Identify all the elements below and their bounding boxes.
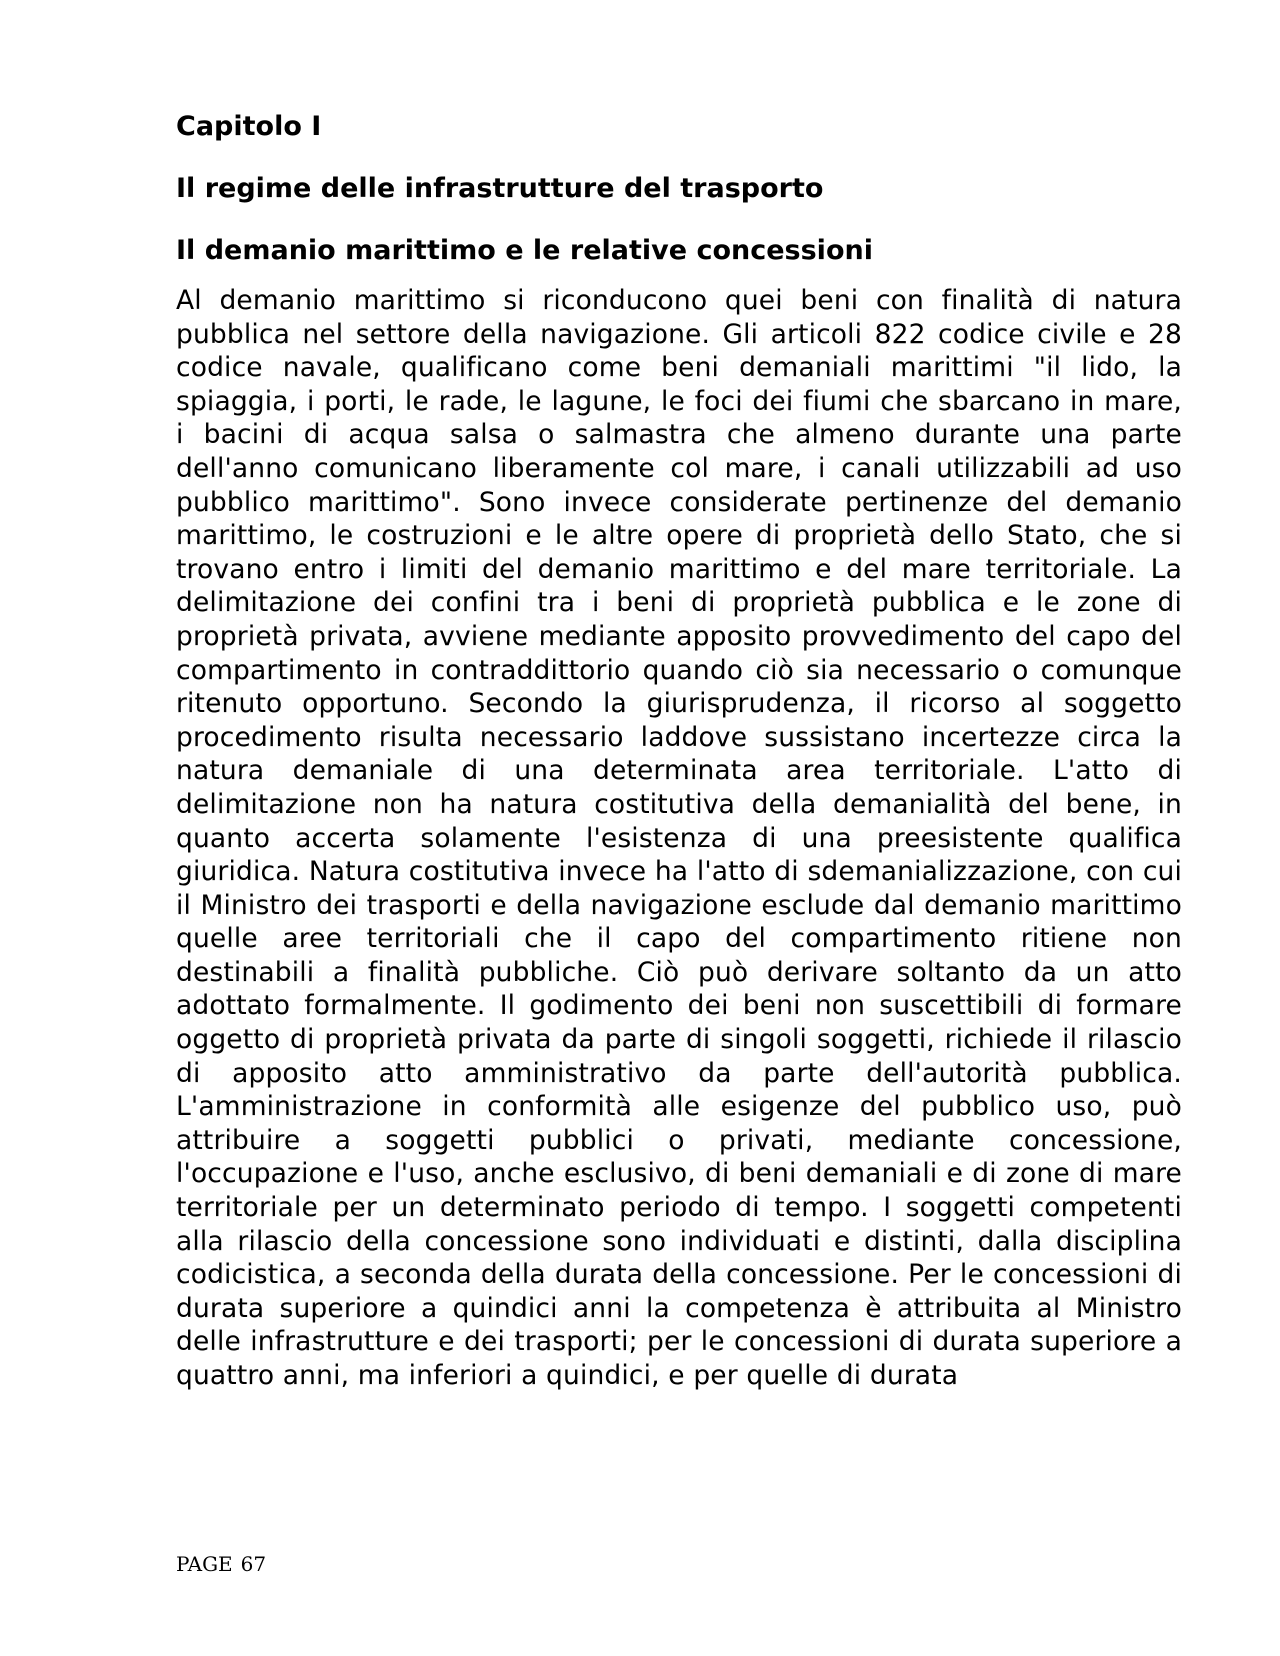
footer-label: PAGE <box>176 1552 233 1576</box>
body-paragraph: Al demanio marittimo si riconducono quei beni con finalità di natura pubblica nel settore della navigazione. Gli articoli 822 codice civile e 28 codice navale, qualificano come beni demaniali marittimi "il lido, la spiaggia, i porti, le rade, le lagune, le foci dei fiumi che sbarcano in mare, i bacini di acqua salsa o salmastra che almeno durante una parte dell'anno comunicano liberamente col mare, i canali utilizzabili ad uso pubblico marittimo". Sono invece considerate pertinenze del demanio marittimo, le costruzioni e le altre opere di proprietà dello Stato, che si trovano entro i limiti del demanio marittimo e del mare territoriale. La delimitazione dei confini tra i beni di proprietà pubblica e le zone di proprietà privata, avviene mediante apposito provvedimento del capo del compartimento in contraddittorio quando ciò sia necessario o comunque ritenuto opportuno. Secondo la giurisprudenza, il ricorso al soggetto procedimento risulta necessario laddove sussistano incertezze circa la natura demaniale di una determinata area territoriale. L'atto di delimitazione non ha natura costitutiva della demanialità del bene, in quanto accerta solamente l'esistenza di una preesistente qualifica giuridica. Natura costitutiva invece ha l'atto di sdemanializzazione, con cui il Ministro dei trasporti e della navigazione esclude dal demanio marittimo quelle aree territoriali che il capo del compartimento ritiene non destinabili a finalità pubbliche. Ciò può derivare soltanto da un atto adottato formalmente. Il godimento dei beni non suscettibili di formare oggetto di proprietà privata da parte di singoli soggetti, richiede il rilascio di apposito atto amministrativo da parte dell'autorità pubblica. L'amministrazione in conformità alle esigenze del pubblico uso, può attribuire a soggetti pubblici o privati, mediante concessione, l'occupazione e l'uso, anche esclusivo, di beni demaniali e di zone di mare territoriale per un determinato periodo di tempo. I soggetti competenti alla rilascio della concessione sono individuati e distinti, dalla disciplina codicistica, a seconda della durata della concessione. Per le concessioni di durata superiore a quindici anni la competenza è attribuita al Ministro delle infrastrutture e dei trasporti; per le concessioni di durata superiore a quattro anni, ma inferiori a quindici, e per quelle di durata <box>176 285 1182 1391</box>
chapter-title: Capitolo I <box>176 111 322 142</box>
page-content <box>176 110 1182 1393</box>
chapter-subtitle: Il regime delle infrastrutture del trasporto <box>176 173 824 204</box>
page-number: 67 <box>240 1552 267 1576</box>
section-heading: Il demanio marittimo e le relative concessioni <box>176 235 873 266</box>
page-footer <box>176 1552 266 1576</box>
